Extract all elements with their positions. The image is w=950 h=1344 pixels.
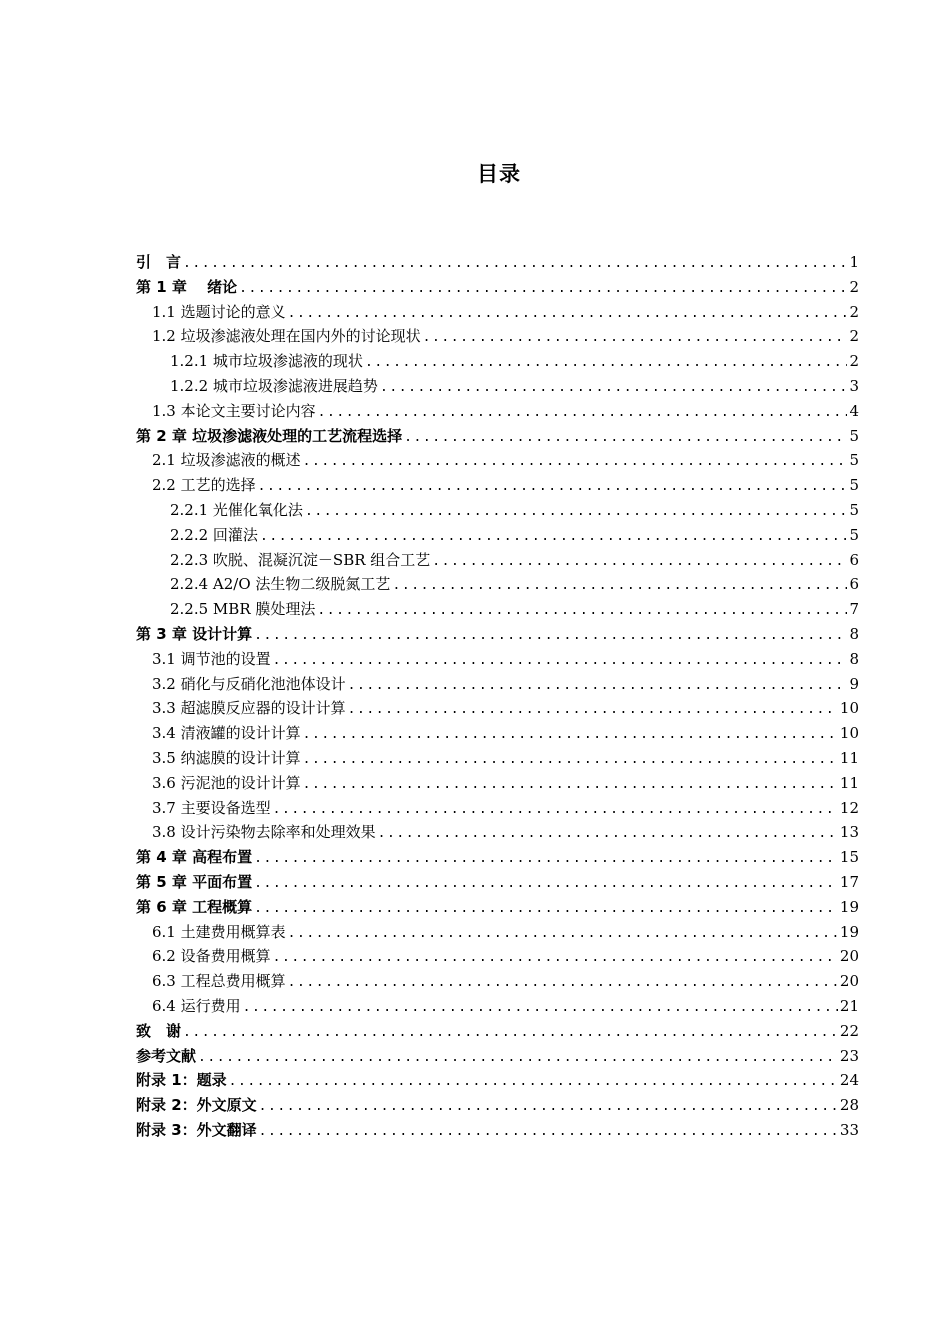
dot-leader bbox=[183, 1021, 838, 1046]
dot-leader bbox=[380, 376, 848, 401]
toc-page-number: 2 bbox=[849, 302, 859, 321]
toc-page-number: 5 bbox=[849, 525, 859, 544]
toc-entry[interactable] bbox=[136, 473, 859, 498]
dot-leader bbox=[303, 748, 838, 773]
dot-leader bbox=[259, 1120, 838, 1145]
toc-entry[interactable] bbox=[136, 746, 859, 771]
toc-entry-title: 引 言 bbox=[136, 253, 182, 271]
toc-page-number: 4 bbox=[849, 401, 859, 420]
dot-leader bbox=[273, 649, 848, 674]
table-of-contents bbox=[136, 250, 859, 1143]
toc-entry[interactable] bbox=[136, 845, 859, 870]
toc-entry[interactable] bbox=[136, 548, 859, 573]
toc-page-number: 6 bbox=[849, 575, 859, 594]
toc-entry[interactable] bbox=[136, 1044, 859, 1069]
toc-entry[interactable] bbox=[136, 1093, 859, 1118]
toc-page-number: 6 bbox=[849, 550, 859, 569]
dot-leader bbox=[229, 1070, 838, 1095]
toc-entry-title: 附录 2：外文原文 bbox=[136, 1096, 257, 1115]
toc-entry[interactable] bbox=[136, 870, 859, 895]
toc-entry[interactable] bbox=[136, 448, 859, 473]
toc-page-number: 13 bbox=[839, 823, 859, 842]
dot-leader bbox=[423, 326, 848, 351]
toc-entry[interactable] bbox=[136, 944, 859, 969]
toc-page-number: 33 bbox=[839, 1120, 859, 1139]
dot-leader bbox=[392, 574, 847, 599]
toc-entry-title: 3.5 纳滤膜的设计计算 bbox=[152, 748, 301, 767]
toc-entry[interactable] bbox=[136, 920, 859, 945]
toc-entry[interactable] bbox=[136, 672, 859, 697]
toc-page-number: 2 bbox=[849, 277, 859, 296]
toc-page-number: 22 bbox=[839, 1021, 859, 1040]
dot-leader bbox=[432, 550, 847, 575]
toc-entry[interactable] bbox=[136, 1019, 859, 1044]
toc-entry-title: 3.7 主要设备选型 bbox=[152, 798, 271, 817]
toc-entry[interactable] bbox=[136, 1068, 859, 1093]
dot-leader bbox=[273, 798, 838, 823]
toc-entry-title: 6.1 土建费用概算表 bbox=[152, 922, 286, 941]
toc-page-number: 15 bbox=[839, 848, 859, 867]
dot-leader bbox=[273, 946, 838, 971]
dot-leader bbox=[318, 401, 848, 426]
toc-entry-title: 3.6 污泥池的设计计算 bbox=[152, 773, 301, 792]
toc-entry-title: 1.2.1 城市垃圾渗滤液的现状 bbox=[170, 352, 363, 371]
dot-leader bbox=[317, 599, 847, 624]
toc-entry-title: 致 谢 bbox=[136, 1021, 182, 1040]
toc-page-number: 20 bbox=[839, 972, 859, 991]
toc-entry-title: 2.2.1 光催化氧化法 bbox=[170, 500, 303, 519]
dot-leader bbox=[305, 500, 848, 525]
toc-page-number: 10 bbox=[839, 699, 859, 718]
toc-page-number: 2 bbox=[849, 327, 859, 346]
toc-entry[interactable] bbox=[136, 399, 859, 424]
toc-page-number: 7 bbox=[849, 600, 859, 619]
toc-entry-title: 2.2.3 吹脱、混凝沉淀－SBR 组合工艺 bbox=[170, 550, 431, 569]
toc-page-number: 5 bbox=[849, 500, 859, 519]
toc-entry[interactable] bbox=[136, 324, 859, 349]
toc-entry-title: 第 4 章 高程布置 bbox=[136, 848, 253, 867]
dot-leader bbox=[260, 525, 848, 550]
toc-page-number: 11 bbox=[839, 748, 859, 767]
dot-leader bbox=[365, 351, 848, 376]
toc-entry[interactable] bbox=[136, 572, 859, 597]
toc-entry-title: 3.1 调节池的设置 bbox=[152, 649, 271, 668]
toc-entry[interactable] bbox=[136, 300, 859, 325]
dot-leader bbox=[243, 996, 838, 1021]
toc-page-number: 3 bbox=[849, 376, 859, 395]
toc-page-number: 2 bbox=[849, 352, 859, 371]
toc-entry-title: 6.2 设备费用概算 bbox=[152, 947, 271, 966]
toc-entry-title: 3.2 硝化与反硝化池池体设计 bbox=[152, 674, 346, 693]
toc-page-number: 21 bbox=[839, 996, 859, 1015]
toc-page-number: 11 bbox=[839, 773, 859, 792]
toc-entry-title: 附录 1：题录 bbox=[136, 1071, 227, 1090]
toc-entry-title: 第 5 章 平面布置 bbox=[136, 872, 253, 891]
dot-leader bbox=[288, 302, 848, 327]
toc-page-number: 12 bbox=[839, 798, 859, 817]
toc-entry-title: 2.2.5 MBR 膜处理法 bbox=[170, 600, 316, 619]
dot-leader bbox=[303, 723, 838, 748]
toc-page-number: 9 bbox=[849, 674, 859, 693]
toc-page-number: 8 bbox=[849, 624, 859, 643]
dot-leader bbox=[254, 897, 838, 922]
toc-entry[interactable] bbox=[136, 721, 859, 746]
toc-page-number: 24 bbox=[839, 1071, 859, 1090]
dot-leader bbox=[288, 922, 838, 947]
toc-entry-title: 第 6 章 工程概算 bbox=[136, 897, 253, 916]
toc-entry[interactable] bbox=[136, 647, 859, 672]
toc-entry-title: 第 2 章 垃圾渗滤液处理的工艺流程选择 bbox=[136, 426, 403, 445]
toc-entry[interactable] bbox=[136, 696, 859, 721]
dot-leader bbox=[254, 624, 847, 649]
toc-entry-title: 参考文献 bbox=[136, 1046, 197, 1065]
toc-page-number: 5 bbox=[849, 426, 859, 445]
toc-entry[interactable] bbox=[136, 374, 859, 399]
dot-leader bbox=[239, 277, 847, 302]
toc-entry[interactable] bbox=[136, 994, 859, 1019]
toc-entry-title: 1.1 选题讨论的意义 bbox=[152, 302, 286, 321]
toc-entry[interactable] bbox=[136, 250, 859, 275]
toc-page-number: 10 bbox=[839, 724, 859, 743]
toc-entry-title: 2.2.2 回灌法 bbox=[170, 525, 258, 544]
dot-leader bbox=[404, 426, 847, 451]
toc-entry[interactable] bbox=[136, 349, 859, 374]
toc-entry[interactable] bbox=[136, 771, 859, 796]
toc-entry[interactable] bbox=[136, 895, 859, 920]
dot-leader bbox=[348, 698, 838, 723]
toc-entry-title: 3.8 设计污染物去除率和处理效果 bbox=[152, 823, 376, 842]
toc-entry[interactable] bbox=[136, 597, 859, 622]
toc-page-number: 5 bbox=[849, 476, 859, 495]
toc-entry-title: 1.3 本论文主要讨论内容 bbox=[152, 401, 316, 420]
dot-leader bbox=[254, 847, 838, 872]
toc-page-number: 8 bbox=[849, 649, 859, 668]
toc-entry[interactable] bbox=[136, 820, 859, 845]
dot-leader bbox=[183, 252, 847, 277]
toc-entry[interactable] bbox=[136, 498, 859, 523]
toc-page-number: 28 bbox=[839, 1096, 859, 1115]
toc-entry-title: 附录 3：外文翻译 bbox=[136, 1120, 257, 1139]
toc-entry-title: 6.3 工程总费用概算 bbox=[152, 972, 286, 991]
toc-entry-title: 第 1 章 绪论 bbox=[136, 277, 238, 296]
dot-leader bbox=[378, 822, 838, 847]
page-title: 目录 bbox=[477, 162, 521, 186]
toc-entry-title: 2.1 垃圾渗滤液的概述 bbox=[152, 451, 301, 470]
toc-entry[interactable] bbox=[136, 424, 859, 449]
toc-entry[interactable] bbox=[136, 969, 859, 994]
toc-entry[interactable] bbox=[136, 275, 859, 300]
toc-entry-title: 6.4 运行费用 bbox=[152, 996, 241, 1015]
toc-entry-title: 1.2 垃圾渗滤液处理在国内外的讨论现状 bbox=[152, 327, 421, 346]
toc-entry-title: 2.2 工艺的选择 bbox=[152, 476, 256, 495]
dot-leader bbox=[258, 475, 848, 500]
toc-entry[interactable] bbox=[136, 796, 859, 821]
toc-page-number: 1 bbox=[849, 253, 859, 271]
toc-entry[interactable] bbox=[136, 1118, 859, 1143]
toc-entry-title: 第 3 章 设计计算 bbox=[136, 624, 253, 643]
toc-page-number: 19 bbox=[839, 922, 859, 941]
toc-page-number: 20 bbox=[839, 947, 859, 966]
toc-entry-title: 2.2.4 A2/O 法生物二级脱氮工艺 bbox=[170, 575, 391, 594]
dot-leader bbox=[254, 872, 838, 897]
toc-page-number: 19 bbox=[839, 897, 859, 916]
dot-leader bbox=[348, 674, 848, 699]
toc-entry[interactable] bbox=[136, 523, 859, 548]
dot-leader bbox=[198, 1046, 838, 1071]
toc-entry[interactable] bbox=[136, 622, 859, 647]
dot-leader bbox=[303, 773, 838, 798]
toc-entry-title: 3.3 超滤膜反应器的设计计算 bbox=[152, 699, 346, 718]
toc-entry-title: 1.2.2 城市垃圾渗滤液进展趋势 bbox=[170, 376, 378, 395]
dot-leader bbox=[288, 971, 838, 996]
toc-entry-title: 3.4 清液罐的设计计算 bbox=[152, 724, 301, 743]
toc-page-number: 5 bbox=[849, 451, 859, 470]
dot-leader bbox=[303, 450, 848, 475]
toc-page-number: 17 bbox=[839, 872, 859, 891]
dot-leader bbox=[259, 1095, 838, 1120]
toc-page-number: 23 bbox=[839, 1046, 859, 1065]
